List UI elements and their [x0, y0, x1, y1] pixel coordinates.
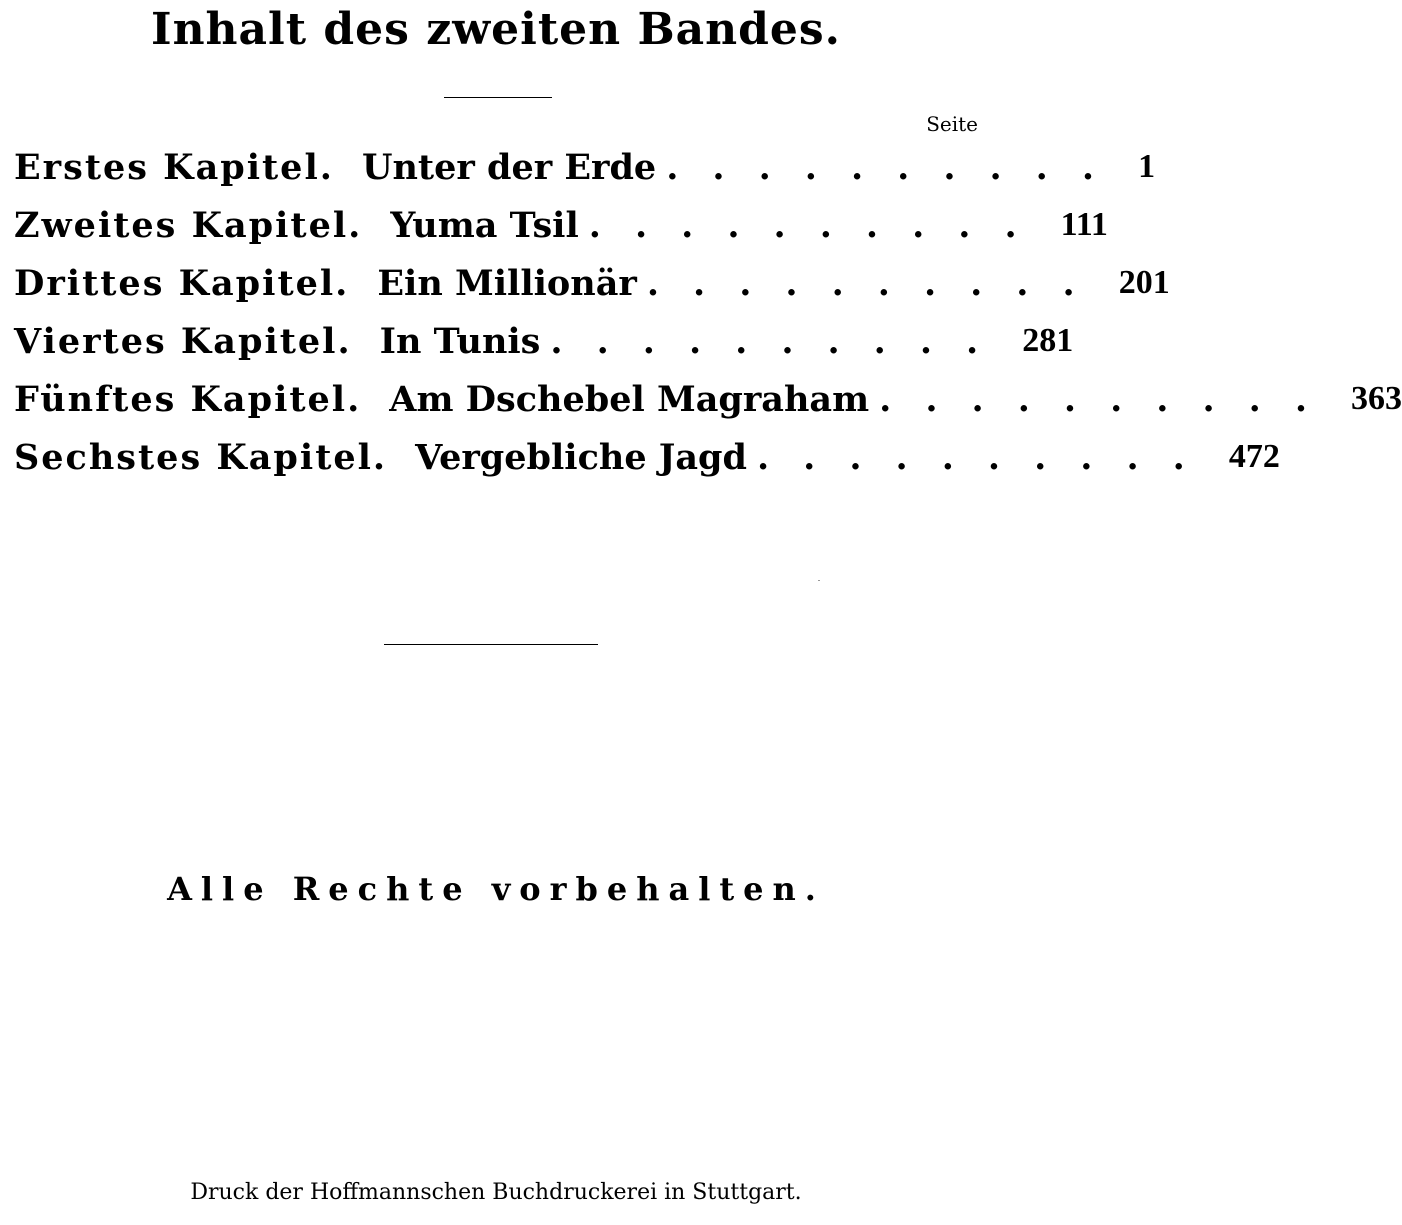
- printer-imprint: Druck der Hoffmannschen Buchdruckerei in Stuttgart.: [190, 1180, 802, 1205]
- leader-dots: ..........: [879, 378, 1342, 420]
- toc-chapter-title: Ein Millionär: [377, 262, 637, 304]
- table-of-contents: [14, 138, 1402, 486]
- toc-chapter-label: Sechstes Kapitel.: [14, 436, 388, 478]
- toc-chapter-title: Am Dschebel Magraham: [389, 378, 870, 420]
- toc-page-number: 111: [1060, 206, 1108, 243]
- toc-entry: [14, 428, 1280, 486]
- toc-entry: [14, 370, 1402, 428]
- section-divider: [384, 644, 598, 645]
- toc-entry: [14, 196, 1108, 254]
- toc-chapter-label: Erstes Kapitel.: [14, 146, 334, 188]
- leader-dots: ..........: [550, 320, 1013, 362]
- toc-chapter-title: Unter der Erde: [361, 146, 657, 188]
- toc-page-number: 201: [1118, 264, 1170, 301]
- leader-dots: ..........: [666, 146, 1129, 188]
- toc-chapter-label: Drittes Kapitel.: [14, 262, 350, 304]
- leader-dots: ..........: [646, 262, 1109, 304]
- leader-dots: ..........: [588, 204, 1051, 246]
- toc-chapter-label: Zweites Kapitel.: [14, 204, 363, 246]
- toc-page-number: 1: [1138, 148, 1156, 185]
- toc-chapter-title: Vergebliche Jagd: [415, 436, 747, 478]
- leader-dots: ..........: [756, 436, 1219, 478]
- page-column-header: Seite: [926, 112, 978, 136]
- page-title: Inhalt des zweiten Bandes.: [150, 4, 842, 55]
- toc-chapter-title: Yuma Tsil: [390, 204, 579, 246]
- toc-page-number: 363: [1351, 380, 1402, 417]
- title-divider: [444, 97, 552, 98]
- toc-page-number: 472: [1228, 438, 1280, 475]
- toc-entry: [14, 138, 1156, 196]
- print-speck: [818, 580, 820, 581]
- rights-notice: Alle Rechte vorbehalten.: [167, 870, 825, 908]
- toc-chapter-title: In Tunis: [379, 320, 541, 362]
- toc-chapter-label: Viertes Kapitel.: [14, 320, 352, 362]
- toc-entry: [14, 312, 1074, 370]
- toc-chapter-label: Fünftes Kapitel.: [14, 378, 362, 420]
- toc-entry: [14, 254, 1170, 312]
- toc-page-number: 281: [1022, 322, 1074, 359]
